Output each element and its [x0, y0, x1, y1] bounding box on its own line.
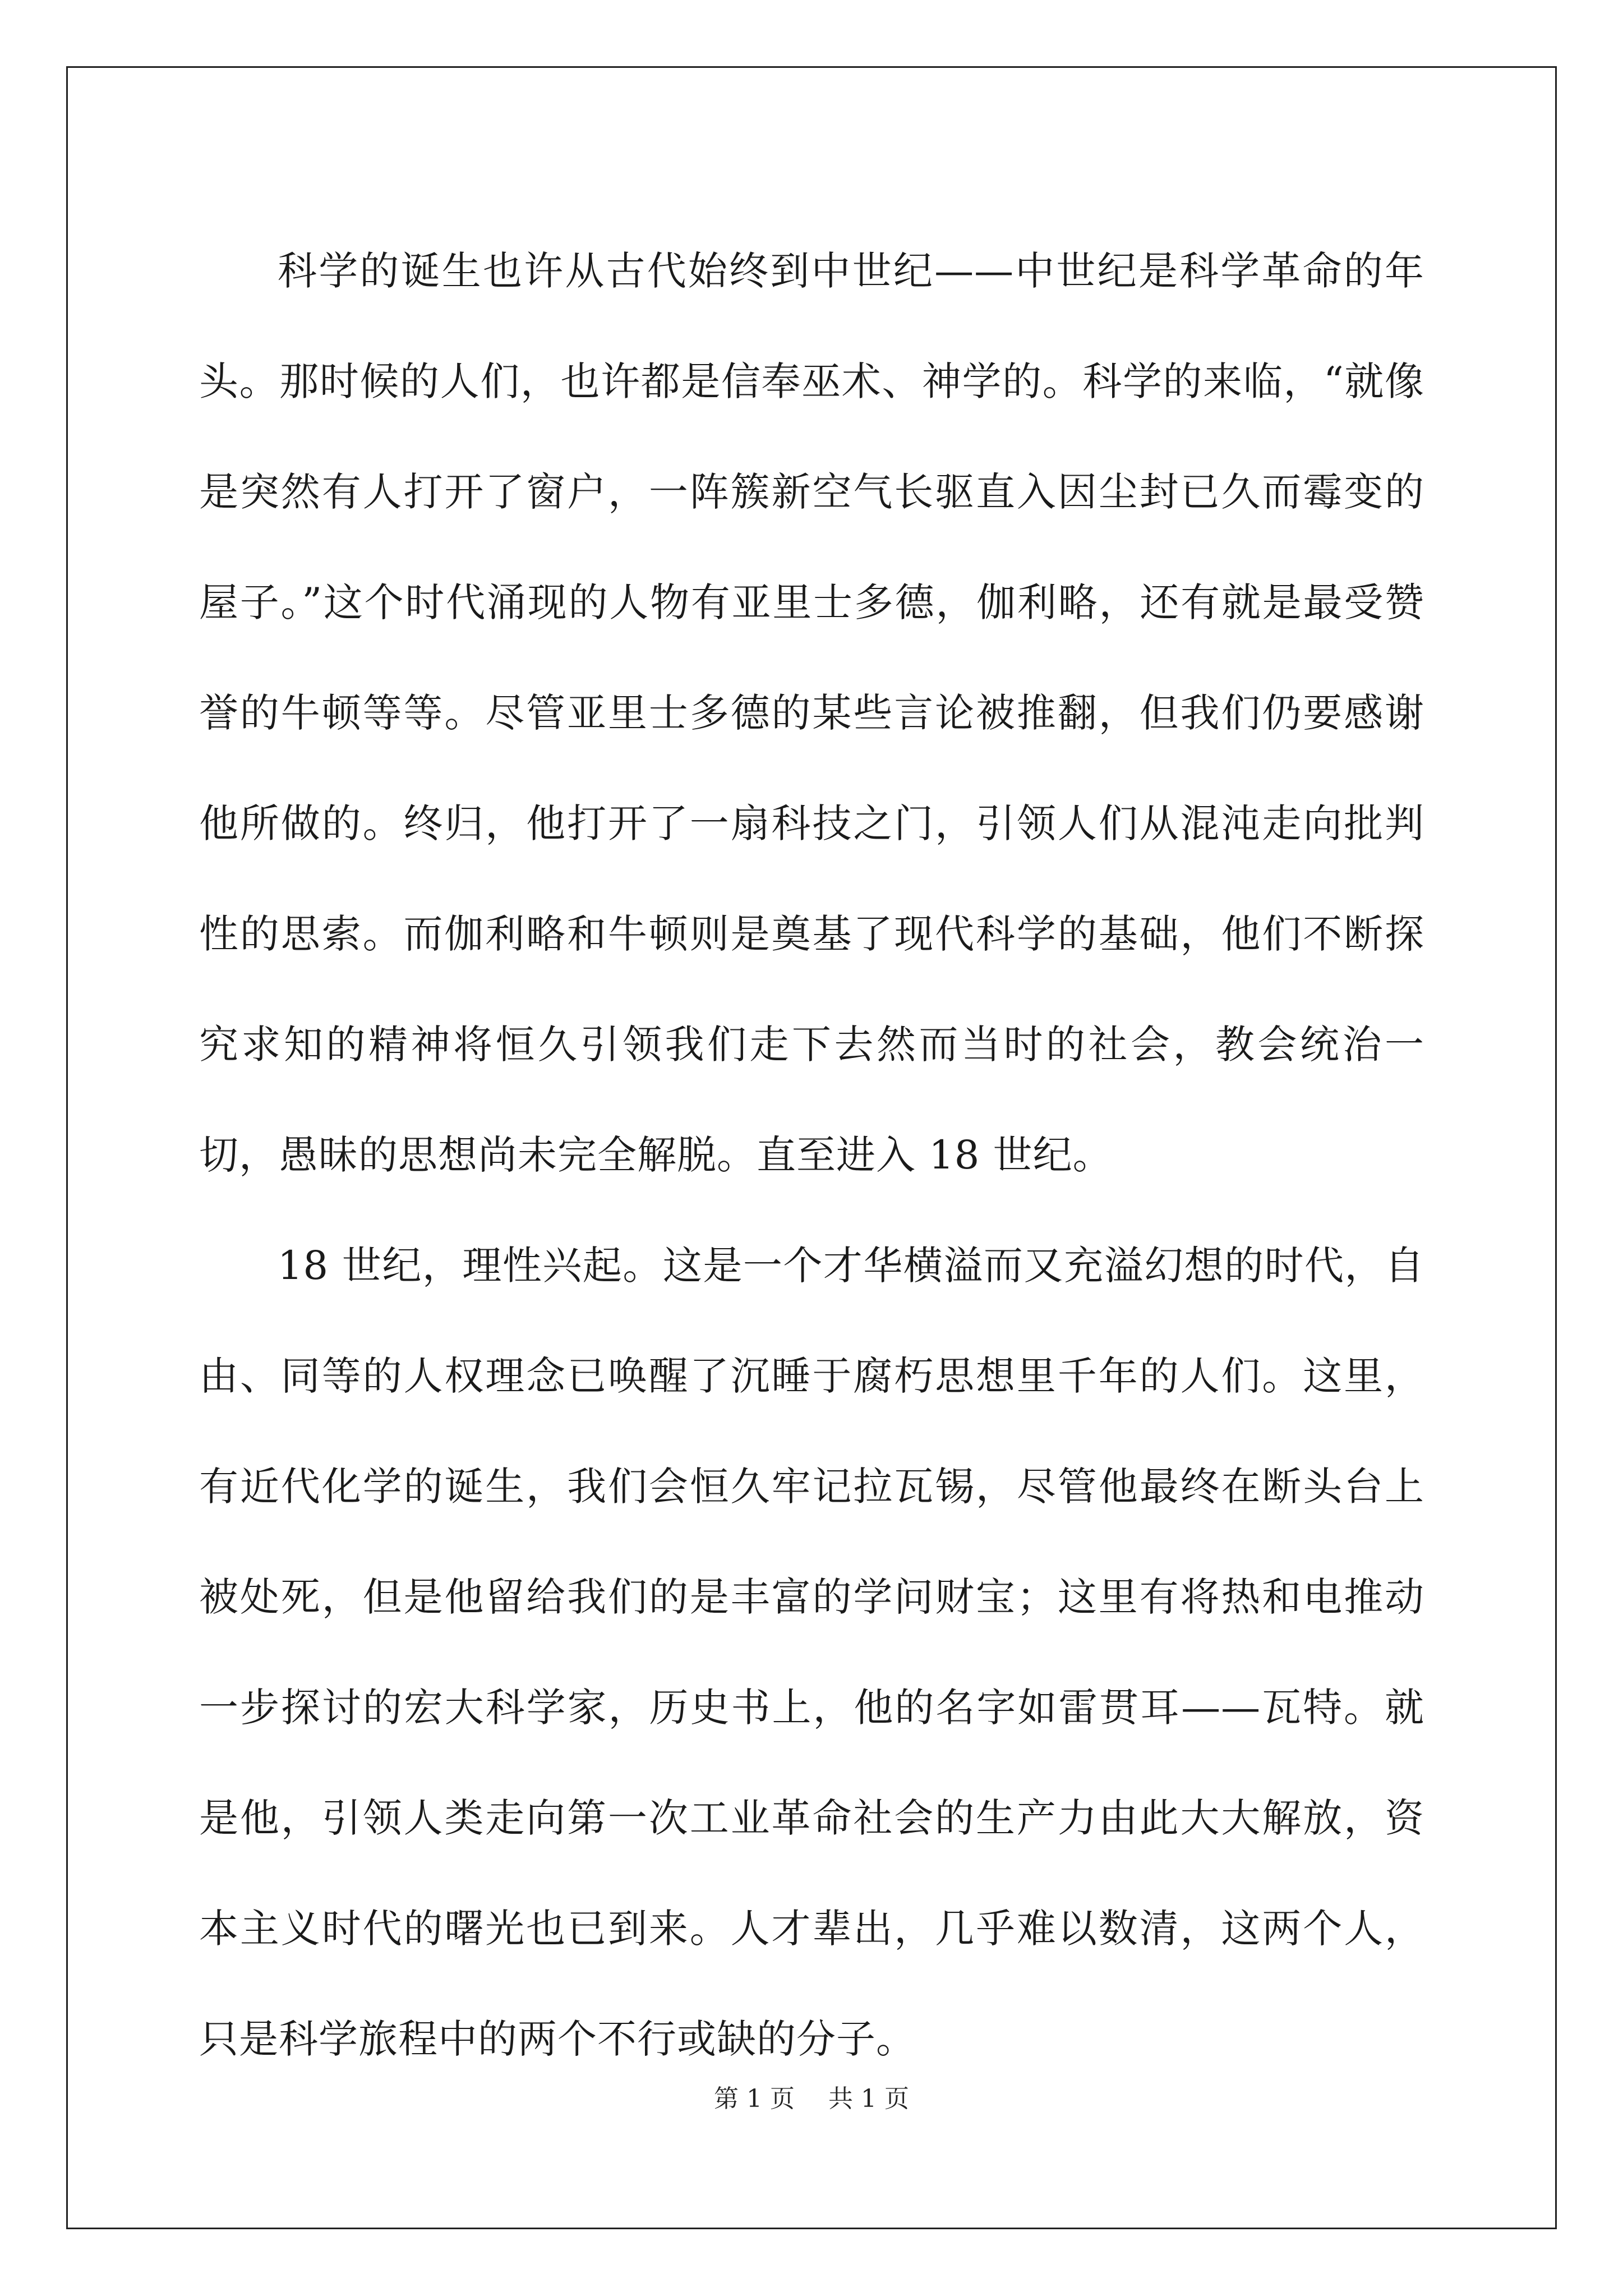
page-footer: [0, 2082, 1623, 2116]
page-number-total: 共 1 页: [828, 2085, 909, 2113]
page-number-current: 第 1 页: [714, 2085, 795, 2113]
document-body: [199, 216, 1424, 2095]
paragraph-1: 科学的诞生也许从古代始终到中世纪——中世纪是科学革命的年头。那时候的人们，也许都是信奉巫术、神学的。科学的来临，“就像是突然有人打开了窗户，一阵簇新空气长驱直入因尘封已久而霉变的屋子。”这个时代涌现的人物有亚里士多德，伽利略，还有就是最受赞誉的牛顿等等。尽管亚里士多德的某些言论被推翻，但我们仍要感谢他所做的。终归，他打开了一扇科技之门，引领人们从混沌走向批判性的思索。而伽利略和牛顿则是奠基了现代科学的基础，他们不断探究求知的精神将恒久引领我们走下去然而当时的社会，教会统治一切，愚昧的思想尚未完全解脱。直至进入 18 世纪。: [199, 248, 1424, 1178]
paragraph-2: 18 世纪，理性兴起。这是一个才华横溢而又充溢幻想的时代，自由、同等的人权理念已唤醒了沉睡于腐朽思想里千年的人们。这里，有近代化学的诞生，我们会恒久牢记拉瓦锡，尽管他最终在断头台上被处死，但是他留给我们的是丰富的学问财宝；这里有将热和电推动一步探讨的宏大科学家，历史书上，他的名字如雷贯耳——瓦特。就是他，引领人类走向第一次工业革命社会的生产力由此大大解放，资本主义时代的曙光也已到来。人才辈出，几乎难以数清，这两个人，只是科学旅程中的两个不行或缺的分子。: [199, 1243, 1424, 2062]
